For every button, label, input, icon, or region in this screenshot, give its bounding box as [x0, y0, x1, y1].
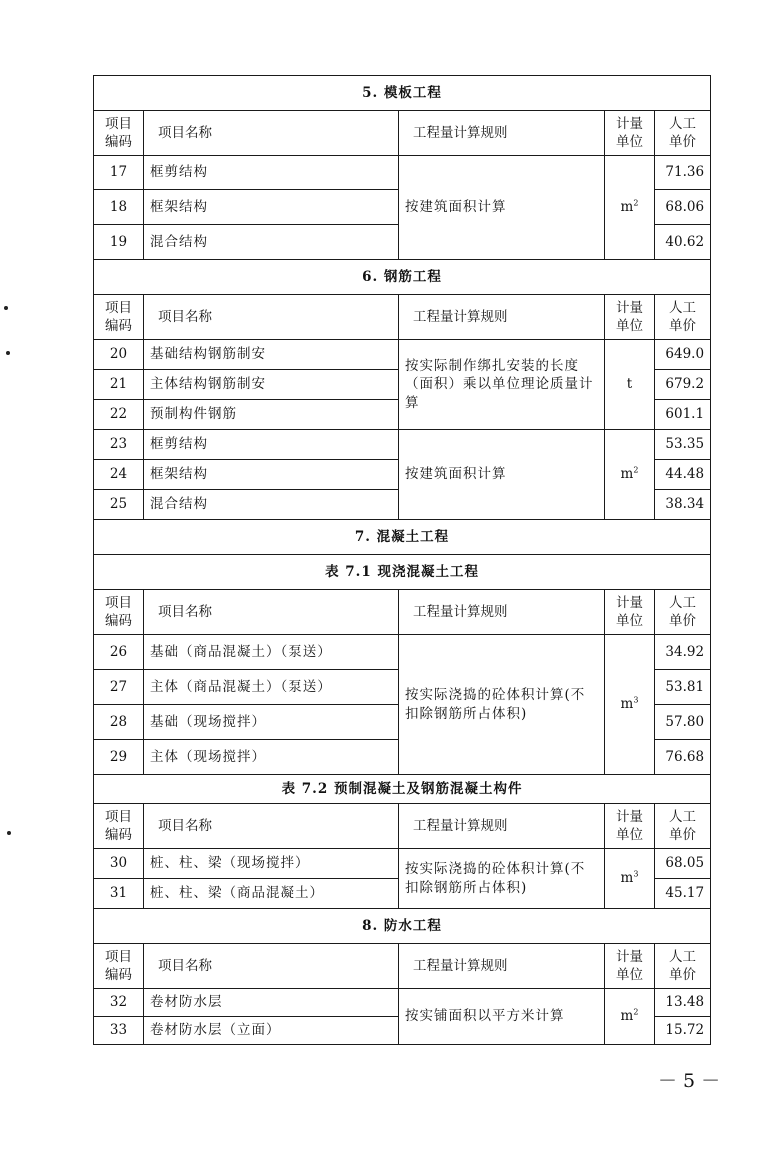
section-8-title-row [94, 909, 711, 944]
section-6-title-row [94, 260, 711, 295]
item-code: 27 [94, 670, 144, 705]
header-unit [605, 590, 655, 635]
header-name: 项目名称 [144, 295, 399, 340]
table-row [94, 849, 711, 879]
header-rule: 工程量计算规则 [399, 111, 605, 156]
item-name: 卷材防水层（立面） [144, 1017, 399, 1045]
header-row [94, 111, 711, 156]
scan-dot [6, 351, 10, 355]
item-name: 预制构件钢筋 [144, 400, 399, 430]
item-code: 26 [94, 635, 144, 670]
item-price: 38.34 [655, 490, 711, 520]
item-name: 框架结构 [144, 190, 399, 225]
unit-exp: 3 [633, 869, 639, 879]
unit-base: m [620, 696, 634, 713]
item-code: 23 [94, 430, 144, 460]
section-6-title: 6. 钢筋工程 [94, 260, 711, 295]
header-rule: 工程量计算规则 [399, 295, 605, 340]
header-unit-text: 计量 单位 [616, 299, 643, 334]
unit-base: m [620, 1008, 634, 1025]
unit-cell [605, 849, 655, 909]
unit-cell [605, 430, 655, 520]
header-row [94, 590, 711, 635]
item-code: 20 [94, 340, 144, 370]
header-unit [605, 295, 655, 340]
item-code: 19 [94, 225, 144, 260]
item-price: 13.48 [655, 989, 711, 1017]
header-price-text: 人工 单价 [669, 948, 697, 983]
header-unit-text: 计量 单位 [616, 594, 643, 629]
item-code: 33 [94, 1017, 144, 1045]
header-code [94, 111, 144, 156]
item-price: 68.06 [655, 190, 711, 225]
table-row [94, 430, 711, 460]
header-price [655, 944, 711, 989]
header-name: 项目名称 [144, 804, 399, 849]
item-code: 22 [94, 400, 144, 430]
header-code-text: 项目 编码 [105, 948, 132, 983]
header-price [655, 295, 711, 340]
section-5-title-row [94, 76, 711, 111]
scan-dot [7, 831, 11, 835]
item-name: 卷材防水层 [144, 989, 399, 1017]
header-row [94, 295, 711, 340]
section-7-title-row [94, 520, 711, 555]
item-price: 40.62 [655, 225, 711, 260]
item-price: 44.48 [655, 460, 711, 490]
unit-exp: 2 [633, 1007, 639, 1017]
header-code [94, 804, 144, 849]
item-code: 18 [94, 190, 144, 225]
header-code [94, 944, 144, 989]
table-7-1-title: 表 7.1 现浇混凝土工程 [94, 555, 711, 590]
item-name: 主体（现场搅拌） [144, 740, 399, 775]
unit-cell [605, 156, 655, 260]
header-unit-text: 计量 单位 [616, 115, 643, 150]
header-rule: 工程量计算规则 [399, 590, 605, 635]
item-name: 主体结构钢筋制安 [144, 370, 399, 400]
header-price-text: 人工 单价 [669, 808, 697, 843]
item-code: 24 [94, 460, 144, 490]
item-code: 17 [94, 156, 144, 190]
unit-base: m [620, 466, 634, 483]
item-name: 基础结构钢筋制安 [144, 340, 399, 370]
unit-exp: 2 [633, 198, 639, 208]
unit-cell [605, 635, 655, 775]
calc-rule: 按实铺面积以平方米计算 [399, 989, 605, 1045]
item-name: 框剪结构 [144, 156, 399, 190]
item-name: 框架结构 [144, 460, 399, 490]
calc-rule: 按建筑面积计算 [399, 430, 605, 520]
unit-cell [605, 989, 655, 1045]
item-price: 45.17 [655, 879, 711, 909]
header-row [94, 944, 711, 989]
item-price: 34.92 [655, 635, 711, 670]
item-price: 71.36 [655, 156, 711, 190]
header-rule: 工程量计算规则 [399, 944, 605, 989]
item-name: 混合结构 [144, 225, 399, 260]
header-name: 项目名称 [144, 944, 399, 989]
item-code: 30 [94, 849, 144, 879]
item-code: 21 [94, 370, 144, 400]
unit-cell: t [605, 340, 655, 430]
item-name: 混合结构 [144, 490, 399, 520]
item-price: 649.0 [655, 340, 711, 370]
calc-rule: 按实际浇捣的砼体积计算(不扣除钢筋所占体积) [399, 635, 605, 775]
item-name: 桩、柱、梁（现场搅拌） [144, 849, 399, 879]
item-name: 桩、柱、梁（商品混凝土） [144, 879, 399, 909]
item-price: 76.68 [655, 740, 711, 775]
header-code [94, 590, 144, 635]
table-7-1-title-row [94, 555, 711, 590]
header-price [655, 111, 711, 156]
header-code-text: 项目 编码 [105, 594, 132, 629]
page-number: － 5 － [658, 1070, 721, 1092]
item-name: 框剪结构 [144, 430, 399, 460]
header-code [94, 295, 144, 340]
item-price: 53.35 [655, 430, 711, 460]
item-name: 基础（现场搅拌） [144, 705, 399, 740]
header-price [655, 590, 711, 635]
header-code-text: 项目 编码 [105, 299, 132, 334]
header-name: 项目名称 [144, 590, 399, 635]
item-price: 15.72 [655, 1017, 711, 1045]
item-code: 25 [94, 490, 144, 520]
calc-rule: 按建筑面积计算 [399, 156, 605, 260]
section-5-title: 5. 模板工程 [94, 76, 711, 111]
item-price: 53.81 [655, 670, 711, 705]
unit-base: m [620, 199, 634, 216]
header-price [655, 804, 711, 849]
header-code-text: 项目 编码 [105, 808, 132, 843]
header-price-text: 人工 单价 [669, 594, 697, 629]
header-rule: 工程量计算规则 [399, 804, 605, 849]
table-row [94, 156, 711, 190]
item-code: 28 [94, 705, 144, 740]
scan-dot [4, 306, 8, 310]
calc-rule: 按实际制作绑扎安装的长度（面积）乘以单位理论质量计算 [399, 340, 605, 430]
header-code-text: 项目 编码 [105, 115, 132, 150]
header-unit-text: 计量 单位 [616, 808, 643, 843]
item-price: 68.05 [655, 849, 711, 879]
header-unit [605, 804, 655, 849]
table-row [94, 340, 711, 370]
item-price: 601.1 [655, 400, 711, 430]
table-row [94, 989, 711, 1017]
item-price: 679.2 [655, 370, 711, 400]
item-code: 29 [94, 740, 144, 775]
item-name: 主体（商品混凝土）（泵送） [144, 670, 399, 705]
header-unit [605, 111, 655, 156]
section-8-title: 8. 防水工程 [94, 909, 711, 944]
table-row [94, 635, 711, 670]
section-7-title: 7. 混凝土工程 [94, 520, 711, 555]
unit-exp: 3 [633, 695, 639, 705]
header-unit-text: 计量 单位 [616, 948, 643, 983]
item-price: 57.80 [655, 705, 711, 740]
pricing-table [93, 75, 711, 1045]
item-name: 基础（商品混凝土）（泵送） [144, 635, 399, 670]
header-row [94, 804, 711, 849]
table-7-2-title-row [94, 775, 711, 804]
header-price-text: 人工 单价 [669, 299, 697, 334]
calc-rule: 按实际浇捣的砼体积计算(不扣除钢筋所占体积) [399, 849, 605, 909]
header-unit [605, 944, 655, 989]
item-code: 32 [94, 989, 144, 1017]
header-price-text: 人工 单价 [669, 115, 697, 150]
header-name: 项目名称 [144, 111, 399, 156]
table-7-2-title: 表 7.2 预制混凝土及钢筋混凝土构件 [94, 775, 711, 804]
unit-base: m [620, 870, 634, 887]
item-code: 31 [94, 879, 144, 909]
unit-exp: 2 [633, 465, 639, 475]
